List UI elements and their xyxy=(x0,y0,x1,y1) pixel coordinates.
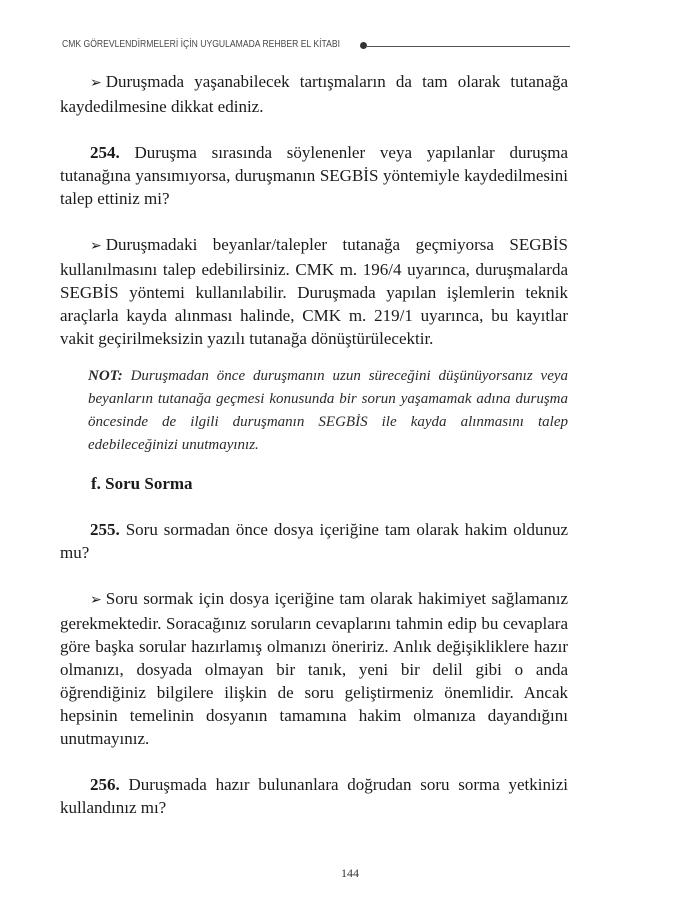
section-heading: f. Soru Sorma xyxy=(91,474,193,493)
question-number: 255. xyxy=(90,520,120,539)
bullet-paragraph xyxy=(60,70,568,118)
dot-icon xyxy=(360,42,367,49)
question-256 xyxy=(60,773,568,819)
paragraph-text: Duruşmada yaşanabilecek tartışmaların da tam olarak tutanağa kaydedilmesine dikkat ediniz. xyxy=(60,72,568,116)
question-text: Duruşmada hazır bulunanlara doğrudan soru sorma yetkinizi kullandınız mı? xyxy=(60,775,568,817)
paragraph-text: Duruşmadaki beyanlar/talepler tutanağa geçmiyorsa SEGBİS kullanılmasını talep edebilirsiniz. CMK m. 196/4 uyarınca, duruşmalarda SEGBİS yöntemi kullanılabilir. Duruşmada yapılan işlemlerin teknik araçlarla kayda alınması halinde, CMK m. 219/1 uyarınca, bu kayıtlar vakit geçirilmeksizin yazılı tutanağa dönüştürülecektir. xyxy=(60,235,568,348)
page-body xyxy=(60,70,568,819)
arrow-bullet-icon: ➢ xyxy=(90,592,102,608)
question-255 xyxy=(60,518,568,564)
header-rule xyxy=(367,46,570,47)
question-254 xyxy=(60,141,568,210)
question-number: 256. xyxy=(90,775,120,794)
note-text: Duruşmadan önce duruşmanın uzun süreceğini düşünüyorsanız veya beyanların tutanağa geçmesi konusunda bir sorun yaşamamak adına duruşma öncesinde de ilgili duruşmanın SEGBİS ile kayda alınmasını talep edebileceğinizi unutmayınız. xyxy=(88,368,569,453)
arrow-bullet-icon: ➢ xyxy=(90,75,102,91)
bullet-paragraph xyxy=(60,587,568,750)
note-box xyxy=(88,365,568,457)
bullet-paragraph xyxy=(60,233,568,350)
running-header-title: CMK GÖREVLENDİRMELERİ İÇİN UYGULAMADA REHBER EL KİTABI xyxy=(62,38,340,50)
question-text: Duruşma sırasında söylenenler veya yapılanlar duruşma tutanağına yansımıyorsa, duruşmanın SEGBİS yöntemiyle kaydedilmesini talep ettiniz mi? xyxy=(60,143,569,208)
question-text: Soru sormadan önce dosya içeriğine tam olarak hakim oldunuz mu? xyxy=(60,520,569,562)
arrow-bullet-icon: ➢ xyxy=(90,238,102,254)
running-header xyxy=(62,38,570,54)
page-number: 144 xyxy=(341,866,359,880)
note-label: NOT: xyxy=(88,368,123,384)
question-number: 254. xyxy=(90,143,120,162)
paragraph-text: Soru sormak için dosya içeriğine tam olarak hakimiyet sağlamanız gerekmektedir. Soracağınız soruların cevaplarını tahmin edip bu cevaplara göre başka sorular hazırlamış olmanızı öneririz. Anlık değişikliklere hazır olmanızı, dosyada olmayan bir tanık, yeni bir delil gibi o anda öğrendiğiniz bilgilere ilişkin de soru geliştirmeniz önemlidir. Ancak hepsinin temelinin dosyanın tamamına hakim olmanıza dayandığını unutmayınız. xyxy=(60,589,568,748)
